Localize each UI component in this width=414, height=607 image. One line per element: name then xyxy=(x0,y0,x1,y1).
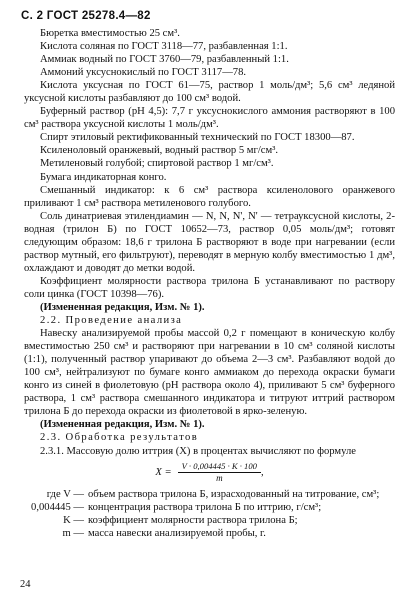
document-body xyxy=(24,27,395,540)
definitions-list xyxy=(24,488,395,540)
definition-symbol: K — xyxy=(63,514,84,526)
formula-tail: , xyxy=(260,466,264,478)
paragraph: Аммиак водный по ГОСТ 3760—79, разбавленный 1:1. xyxy=(40,54,289,66)
paragraph: Смешанный индикатор: к 6 см³ раствора ксиленолового оранжевого приливают 1 см³ раствора метиленового голубого. xyxy=(24,184,395,209)
definition-symbol: 0,004445 — xyxy=(31,501,84,513)
definition-symbol: m — xyxy=(62,527,84,539)
formula-denominator: m xyxy=(216,472,223,483)
definition-text: объем раствора трилона Б, израсходованный на титрование, см³; xyxy=(88,488,380,500)
formula xyxy=(24,461,395,484)
page-number: 24 xyxy=(20,579,31,590)
paragraph: Бюретка вместимостью 25 см³. xyxy=(40,28,180,39)
formula-numerator: V · 0,004445 · K · 100 xyxy=(178,461,261,473)
definition-row xyxy=(24,501,395,514)
definition-text: масса навески анализируемой пробы, г. xyxy=(88,527,266,539)
paragraph: Бумага индикаторная конго. xyxy=(40,171,167,183)
paragraph: Соль динатриевая этилендиамин — N, N, N', N' — тетрауксусной кислоты, 2-водная (трилон Б) по ГОСТ 10652—73, раствор 0,05 моль/дм³; готовят следующим образом: 18,6 г трилона Б растворяют в воде при нагревании (если раствор мутный, его фильтруют), переводят в мерную колбу вместимостью 1 дм³, охлаждают и доводят до метки водой. xyxy=(24,210,395,274)
paragraph: Спирт этиловый ректификованный технический по ГОСТ 18300—87. xyxy=(40,132,355,144)
paragraph: Коэффициент молярности раствора трилона Б устанавливают по раствору соли цинка (ГОСТ 10398—76). xyxy=(24,275,395,300)
definition-row xyxy=(24,514,395,527)
paragraph: Кислота соляная по ГОСТ 3118—77, разбавленная 1:1. xyxy=(40,41,288,53)
edition-note: (Измененная редакция, Изм. № 1). xyxy=(40,301,205,313)
formula-lhs: X = xyxy=(155,466,172,478)
paragraph: Кислота уксусная по ГОСТ 61—75, раствор 1 моль/дм³; 5,6 см³ ледяной уксусной кислоты разбавляют до 100 см³ водой. xyxy=(24,80,395,105)
definition-text: концентрация раствора трилона Б по иттрию, г/см³; xyxy=(88,501,322,513)
definition-symbol: где V — xyxy=(46,488,84,500)
definition-row xyxy=(24,527,395,540)
paragraph: 2.3.1. Массовую долю иттрия (X) в процентах вычисляют по формуле xyxy=(40,445,356,457)
paragraph: Буферный раствор (рН 4,5): 7,7 г уксуснокислого аммония растворяют в 100 см³ раствора уксусной кислоты 1 моль/дм³. xyxy=(24,106,395,131)
page-header: С. 2 ГОСТ 25278.4—82 xyxy=(21,10,151,22)
paragraph: Навеску анализируемой пробы массой 0,2 г помещают в коническую колбу вместимостью 250 см³ и растворяют при нагревании в 10 см³ соляной кислоты (1:1), полученный раствор упаривают до объема 2—3 см³. Разбавляют водой до 100 см³, нейтрализуют по бумаге конго аммиаком до перехода окраски бумаги конго из синей в фиолетовую (рН раствора около 4), приливают 5 см³ буферного раствора, 1 см³ раствора смешанного индикатора и титруют иттрий раствором трилона Б до перехода окраски из фиолетовой в ярко-зеленую. xyxy=(24,328,395,418)
paragraph: Аммоний уксуснокислый по ГОСТ 3117—78. xyxy=(40,67,247,79)
section-heading: 2.3. Обработка результатов xyxy=(40,432,199,444)
paragraph: Метиленовый голубой; спиртовой раствор 1 мг/см³. xyxy=(40,158,274,170)
edition-note: (Измененная редакция, Изм. № 1). xyxy=(40,419,205,431)
formula-fraction xyxy=(178,461,261,484)
definition-text: коэффициент молярности раствора трилона Б; xyxy=(88,514,298,526)
paragraph: Ксиленоловый оранжевый, водный раствор 5 мг/см³. xyxy=(40,145,279,157)
section-heading: 2.2. Проведение анализа xyxy=(40,315,183,327)
definition-row xyxy=(24,488,395,501)
